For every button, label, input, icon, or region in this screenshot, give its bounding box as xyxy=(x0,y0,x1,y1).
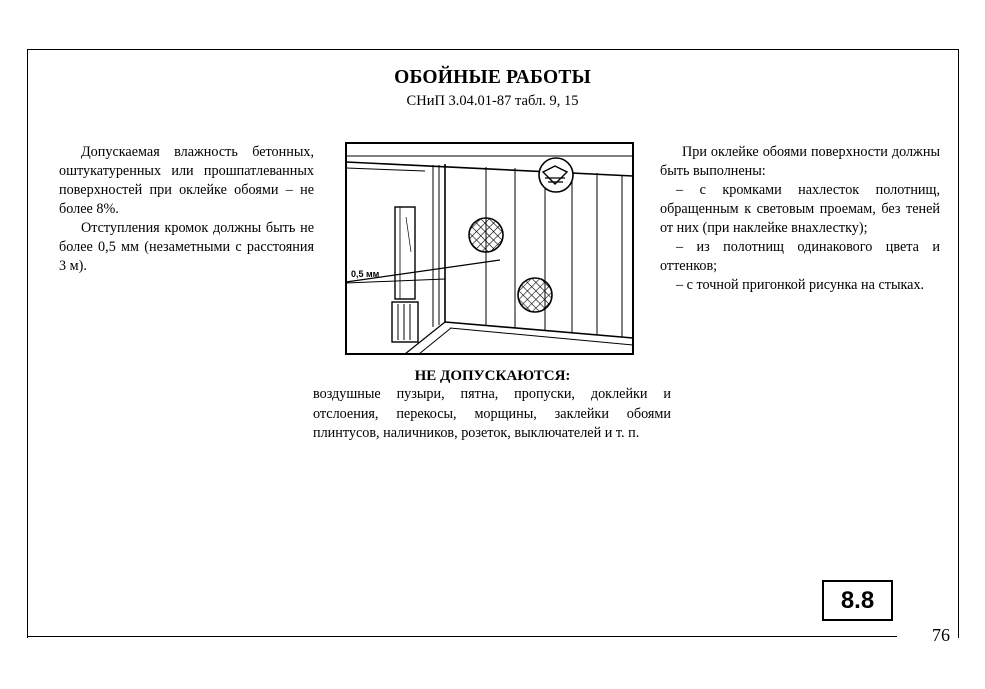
right-item-2: – из полотнищ одинакового цвета и оттенков; xyxy=(660,239,940,274)
sheet-number: 8.8 xyxy=(840,586,875,614)
bottom-rule xyxy=(27,636,897,637)
left-paragraph-2: Отступления кромок должны быть не более 0,5 мм (незаметными с расстояния 3 м). xyxy=(59,220,314,274)
sheet-number-box xyxy=(822,580,893,621)
right-item-3: – с точной пригонкой рисунка на стыках. xyxy=(676,277,925,293)
right-item-1: – с кромками нахлесток полотнищ, обращенным к световым проемам, без теней от них (при наклейке внахлестку); xyxy=(660,182,940,236)
right-intro: При оклейке обоями поверхности должны быть выполнены: xyxy=(660,144,940,179)
wallpaper-illustration xyxy=(345,142,634,355)
page-number: 76 xyxy=(932,625,950,645)
left-paragraph-1: Допускаемая влажность бетонных, оштукатуренных или прошпатлеванных поверхностей при оклейке обоями – не более 8%. xyxy=(59,144,314,217)
forbidden-title: НЕ ДОПУСКАЮТСЯ: xyxy=(414,368,571,384)
left-column xyxy=(59,143,314,276)
gap-label: 0,5 мм xyxy=(351,269,380,279)
forbidden-text: воздушные пузыри, пятна, пропуски, доклейки и отслоения, перекосы, морщины, заклейки обоями плинтусов, наличников, розеток, выключателей и т. п. xyxy=(313,386,671,441)
page-title: ОБОЙНЫЕ РАБОТЫ xyxy=(394,67,591,88)
right-column xyxy=(660,143,940,295)
page-subtitle: СНиП 3.04.01-87 табл. 9, 15 xyxy=(406,93,579,109)
